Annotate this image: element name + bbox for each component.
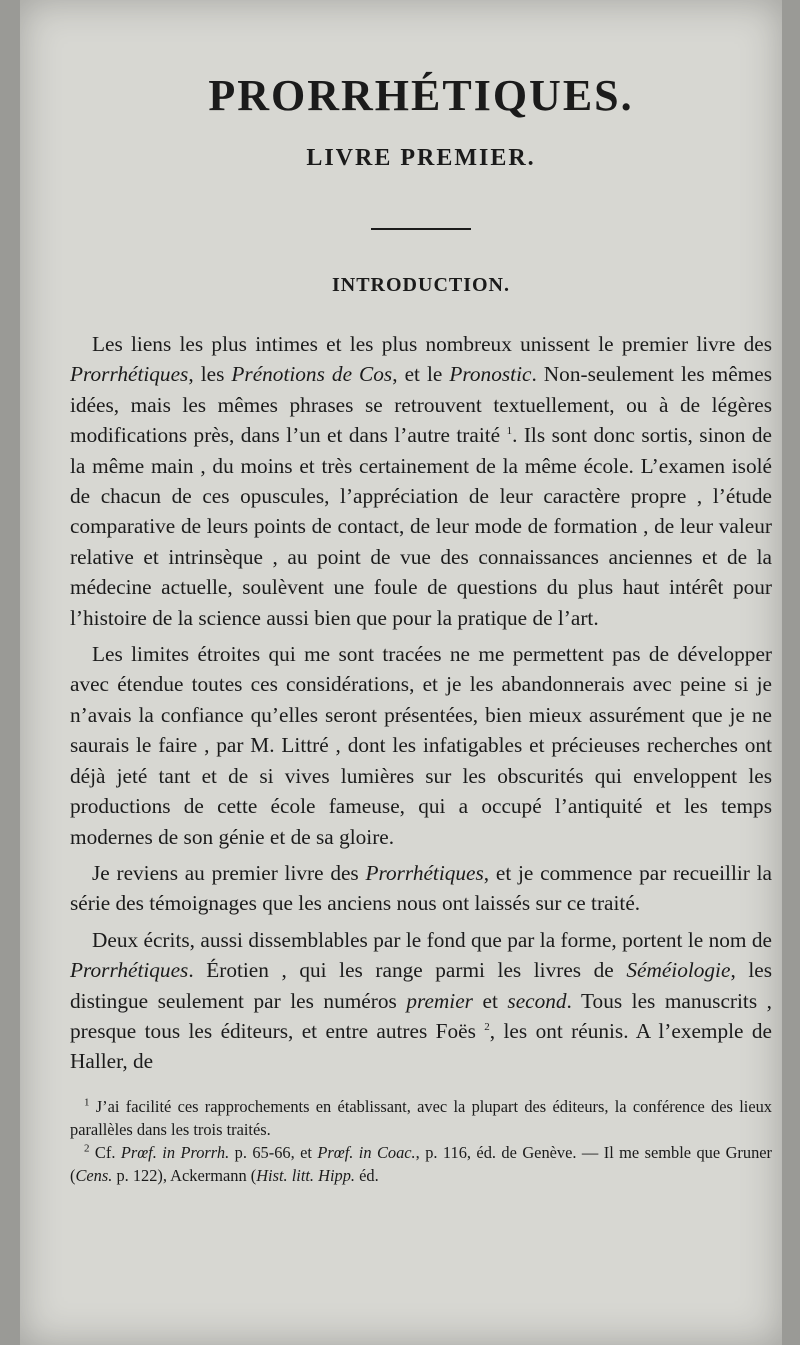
page-content bbox=[70, 70, 772, 1187]
italic-text: premier bbox=[406, 988, 473, 1013]
footnote-marker-1: 1 bbox=[84, 1096, 90, 1109]
title-rule bbox=[371, 228, 471, 230]
footnotes bbox=[70, 1095, 772, 1187]
text: Cf. bbox=[89, 1142, 121, 1162]
text: , les ont réunis. A l’exemple de Haller, de bbox=[70, 1018, 772, 1074]
text: , les bbox=[188, 362, 232, 387]
text: . Tous les manuscrits , presque tous les éditeurs, et entre autres Foës bbox=[70, 988, 772, 1043]
italic-text: Hist. litt. Hipp. bbox=[256, 1165, 356, 1185]
text: Deux écrits, aussi dissemblables par le fond que par la forme, portent le nom de bbox=[92, 927, 772, 952]
italic-text: Prorrhétiques bbox=[365, 860, 484, 885]
italic-text: Cens. bbox=[75, 1165, 113, 1185]
text: p. 65-66, et bbox=[229, 1142, 318, 1162]
text: Les liens les plus intimes et les plus nombreux unissent le premier livre des bbox=[92, 332, 772, 356]
paragraph-1 bbox=[70, 329, 772, 633]
italic-text: Prorrhétiques bbox=[70, 362, 189, 387]
paragraph-2: Les limites étroites qui me sont tracées ne me permettent pas de développer avec étendue toutes ces considérations, et je les abandonnerais avec peine si je n’avais la confiance qu’elles seront présentées, bien mieux assurément que je ne saurais le faire , par M. Littré , dont les infatigables et précieuses recherches ont déjà jeté tant et de si vives lumières sur les obscurités qui enveloppent les productions de cette école fameuse, qui a occupé l’antiquité et les temps modernes de son génie et de sa gloire. bbox=[70, 642, 772, 849]
italic-text: Prorrhétiques bbox=[70, 958, 189, 983]
text: Je reviens au premier livre des bbox=[92, 860, 366, 885]
text: , et le bbox=[392, 362, 450, 387]
paragraph-3 bbox=[70, 858, 772, 919]
text: J’ai facilité ces rapprochements en établissant, avec la plupart des éditeurs, la conférence des lieux parallèles dans les trois traités. bbox=[70, 1096, 772, 1139]
text: , p. 116, éd. de Genève. — Il me semble que Gruner ( bbox=[70, 1142, 773, 1185]
text: , et je commence par recueillir la série des témoignages que les anciens nous ont laissés sur ce traité. bbox=[70, 860, 773, 916]
italic-text: Prœf. in Coac. bbox=[317, 1142, 416, 1162]
text: . Érotien , qui les range parmi les livres de bbox=[188, 958, 627, 983]
text: . Ils sont donc sortis, sinon de la même main , du moins et très certainement de la même école. L’examen isolé de chacun de ces opuscules, l’appréciation de leur caractère propre , l’étude comparative de leurs points de contact, de leur mode de formation , de leur valeur relative et intrinsèque , au point de vue des connaissances anciennes et de la médecine actuelle, soulèvent une foule de questions du plus haut intérêt pour l’histoire de la science aussi bien que pour la pratique de l’art. bbox=[70, 423, 772, 630]
footnote-1 bbox=[70, 1095, 772, 1141]
footnote-ref-1[interactable]: 1 bbox=[506, 425, 513, 438]
text: et bbox=[472, 988, 508, 1013]
book-page bbox=[20, 0, 782, 1345]
section-title: INTRODUCTION. bbox=[331, 274, 511, 296]
main-title: PRORRHÉTIQUES. bbox=[208, 71, 634, 120]
footnote-2 bbox=[70, 1141, 772, 1187]
footnote-marker-2: 2 bbox=[84, 1142, 90, 1155]
italic-text: Séméiologie bbox=[626, 958, 731, 983]
paragraph-4 bbox=[70, 925, 772, 1077]
text: p. 122), Ackermann ( bbox=[112, 1165, 257, 1185]
italic-text: Pronostic bbox=[449, 362, 532, 387]
text: . Non-seulement les mêmes idées, mais les mêmes phrases se retrouvent textuellement, ou à de légères modifications près, dans l’un et dans l’autre traité bbox=[70, 362, 772, 448]
book-title: LIVRE PREMIER. bbox=[306, 145, 536, 171]
text: , les distingue seulement par les numéros bbox=[70, 958, 772, 1013]
text: éd. bbox=[355, 1165, 379, 1185]
footnote-ref-2[interactable]: 2 bbox=[484, 1020, 490, 1033]
body-text bbox=[70, 329, 772, 1077]
italic-text: Prénotions de Cos bbox=[231, 362, 393, 387]
italic-text: Prœf. in Prorrh. bbox=[120, 1142, 230, 1162]
italic-text: second bbox=[507, 988, 567, 1013]
